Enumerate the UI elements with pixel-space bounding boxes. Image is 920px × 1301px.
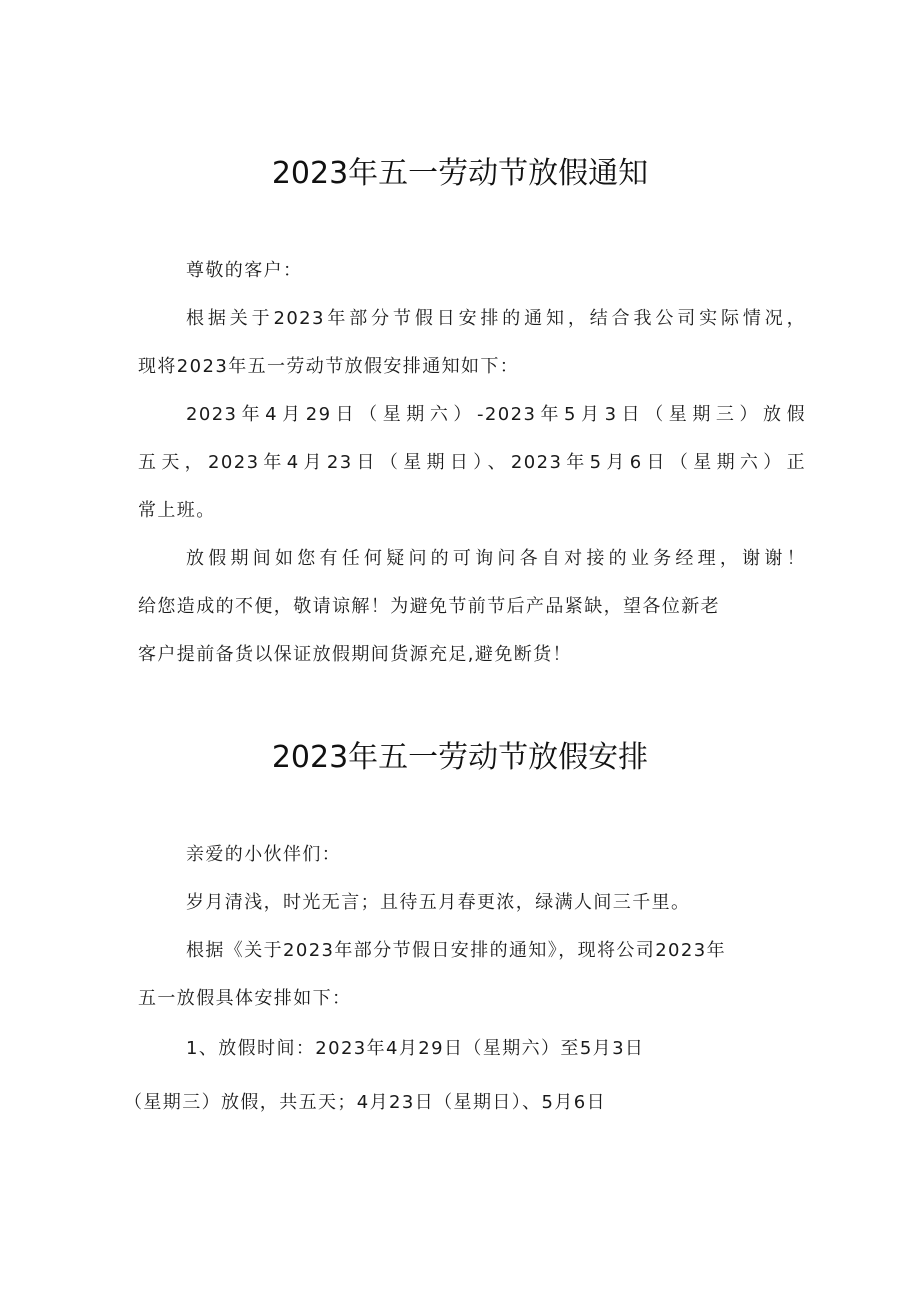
paragraph-line: 岁月清浅，时光无言；且待五月春更浓，绿满人间三千里。 [186, 892, 691, 913]
paragraph-line: 根据《关于2023年部分节假日安排的通知》，现将公司2023年 [186, 940, 727, 961]
paragraph-line: 给您造成的不便，敬请谅解！为避免节前节后产品紧缺，望各位新老 [138, 596, 720, 617]
paragraph-line: （星期三）放假，共五天；4月23日（星期日）、5月6日 [124, 1092, 607, 1113]
greeting-customers: 尊敬的客户： [186, 260, 303, 281]
paragraph-line: 客户提前备货以保证放假期间货源充足,避免断货！ [138, 644, 572, 665]
paragraph-line: 根据关于2023年部分节假日安排的通知，结合我公司实际情况， [186, 308, 806, 329]
paragraph-line: 五天，2023年4月23日（星期日）、2023年5月6日（星期六）正 [138, 452, 806, 473]
notice-title: 2023年五一劳动节放假通知 [271, 156, 649, 191]
paragraph-line: 五一放假具体安排如下： [138, 988, 352, 1009]
paragraph-line: 放假期间如您有任何疑问的可询问各自对接的业务经理，谢谢！ [186, 548, 806, 569]
arrangement-title: 2023年五一劳动节放假安排 [271, 740, 649, 775]
paragraph-line: 2023年4月29日（星期六）-2023年5月3日（星期三）放假 [186, 404, 806, 425]
greeting-partners: 亲爱的小伙伴们： [186, 844, 342, 865]
paragraph-line: 常上班。 [138, 500, 216, 521]
paragraph-line: 现将2023年五一劳动节放假安排通知如下： [138, 356, 520, 377]
paragraph-line: 1、放假时间：2023年4月29日（星期六）至5月3日 [186, 1038, 645, 1059]
